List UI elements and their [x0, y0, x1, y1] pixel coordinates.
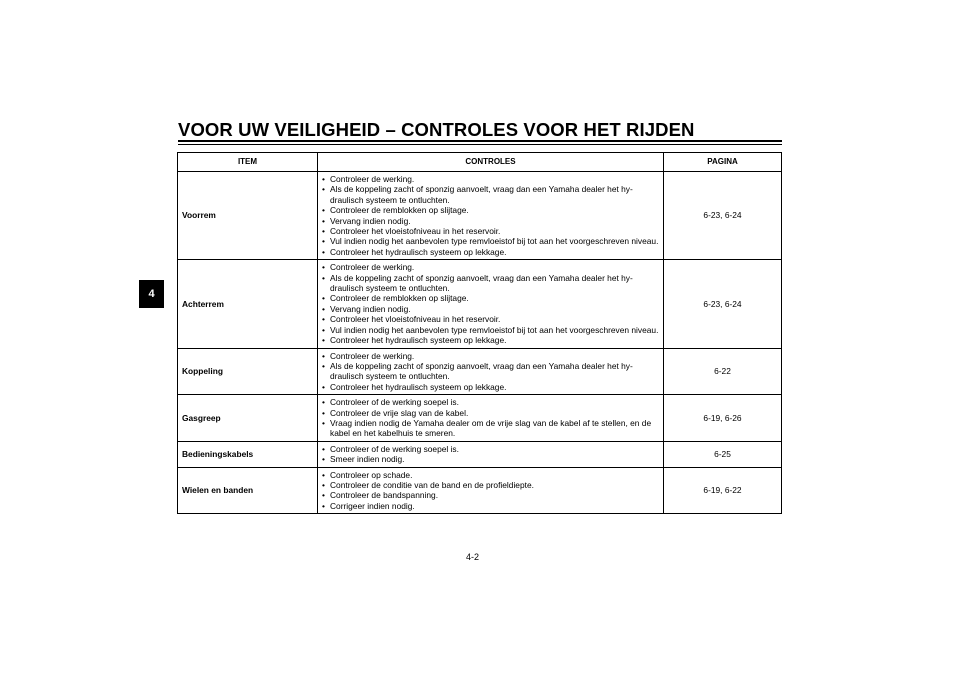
- item-name: Koppeling: [178, 348, 318, 395]
- check-item: • Vraag indien nodig de Yamaha dealer om de vrije slag van de kabel af te stellen, en de kabel en het kabelhuis te smeren.: [322, 418, 659, 439]
- item-name: Gasgreep: [178, 395, 318, 442]
- check-item: • Controleer het hydraulisch systeem op lekkage.: [322, 335, 659, 345]
- checks-list: [322, 262, 659, 345]
- check-item: • Vul indien nodig het aanbevolen type remvloeistof bij tot aan het voorgeschreven niveau.: [322, 325, 659, 335]
- page-reference: 6-22: [664, 348, 782, 395]
- check-item: • Controleer de conditie van de band en de profieldiepte.: [322, 480, 659, 490]
- check-item: • Controleer de bandspanning.: [322, 490, 659, 500]
- check-item: • Controleer de vrije slag van de kabel.: [322, 408, 659, 418]
- page-reference: 6-19, 6-26: [664, 395, 782, 442]
- check-item: • Controleer op schade.: [322, 470, 659, 480]
- title-rule-thin: [178, 144, 782, 145]
- item-name: Voorrem: [178, 172, 318, 260]
- check-item: • Controleer of de werking soepel is.: [322, 397, 659, 407]
- check-item: • Controleer het vloeistofniveau in het reservoir.: [322, 226, 659, 236]
- table-row: [178, 260, 782, 348]
- table-row: [178, 348, 782, 395]
- page-reference: 6-19, 6-22: [664, 467, 782, 514]
- item-name: Achterrem: [178, 260, 318, 348]
- check-item: • Controleer de remblokken op slijtage.: [322, 205, 659, 215]
- check-item: • Controleer het hydraulisch systeem op lekkage.: [322, 247, 659, 257]
- checks-cell: [318, 395, 664, 442]
- check-item: • Vul indien nodig het aanbevolen type remvloeistof bij tot aan het voorgeschreven niveau.: [322, 236, 659, 246]
- header-checks: CONTROLES: [318, 153, 664, 172]
- checks-list: [322, 351, 659, 393]
- page-reference: 6-25: [664, 441, 782, 467]
- check-item: • Controleer het vloeistofniveau in het reservoir.: [322, 314, 659, 324]
- header-item: ITEM: [178, 153, 318, 172]
- checks-cell: [318, 260, 664, 348]
- checks-cell: [318, 172, 664, 260]
- page-reference: 6-23, 6-24: [664, 260, 782, 348]
- checks-cell: [318, 441, 664, 467]
- table-row: [178, 172, 782, 260]
- table-row: [178, 395, 782, 442]
- check-item: • Controleer de werking.: [322, 262, 659, 272]
- item-name: Wielen en banden: [178, 467, 318, 514]
- checks-list: [322, 397, 659, 439]
- pre-ride-checks-table: [177, 152, 782, 514]
- title-rule: [178, 140, 782, 142]
- check-item: • Vervang indien nodig.: [322, 216, 659, 226]
- check-item: • Controleer het hydraulisch systeem op lekkage.: [322, 382, 659, 392]
- check-item: • Als de koppeling zacht of sponzig aanvoelt, vraag dan een Yamaha dealer het hy-draulisch systeem te ontluchten.: [322, 273, 659, 294]
- checks-list: [322, 470, 659, 512]
- table-row: [178, 467, 782, 514]
- check-item: • Vervang indien nodig.: [322, 304, 659, 314]
- check-item: • Als de koppeling zacht of sponzig aanvoelt, vraag dan een Yamaha dealer het hy-draulisch systeem te ontluchten.: [322, 184, 659, 205]
- checks-cell: [318, 348, 664, 395]
- table-header-row: [178, 153, 782, 172]
- check-item: • Controleer de werking.: [322, 174, 659, 184]
- page-reference: 6-23, 6-24: [664, 172, 782, 260]
- checks-list: [322, 444, 659, 465]
- check-item: • Als de koppeling zacht of sponzig aanvoelt, vraag dan een Yamaha dealer het hy-draulisch systeem te ontluchten.: [322, 361, 659, 382]
- check-item: • Controleer de werking.: [322, 351, 659, 361]
- page-number: 4-2: [466, 552, 480, 562]
- check-item: • Controleer de remblokken op slijtage.: [322, 293, 659, 303]
- item-name: Bedieningskabels: [178, 441, 318, 467]
- chapter-tab: 4: [139, 280, 164, 308]
- check-item: • Controleer of de werking soepel is.: [322, 444, 659, 454]
- checks-cell: [318, 467, 664, 514]
- page-title: VOOR UW VEILIGHEID – CONTROLES VOOR HET RIJDEN: [178, 119, 695, 140]
- check-item: • Corrigeer indien nodig.: [322, 501, 659, 511]
- table-row: [178, 441, 782, 467]
- header-page: PAGINA: [664, 153, 782, 172]
- checks-list: [322, 174, 659, 257]
- check-item: • Smeer indien nodig.: [322, 454, 659, 464]
